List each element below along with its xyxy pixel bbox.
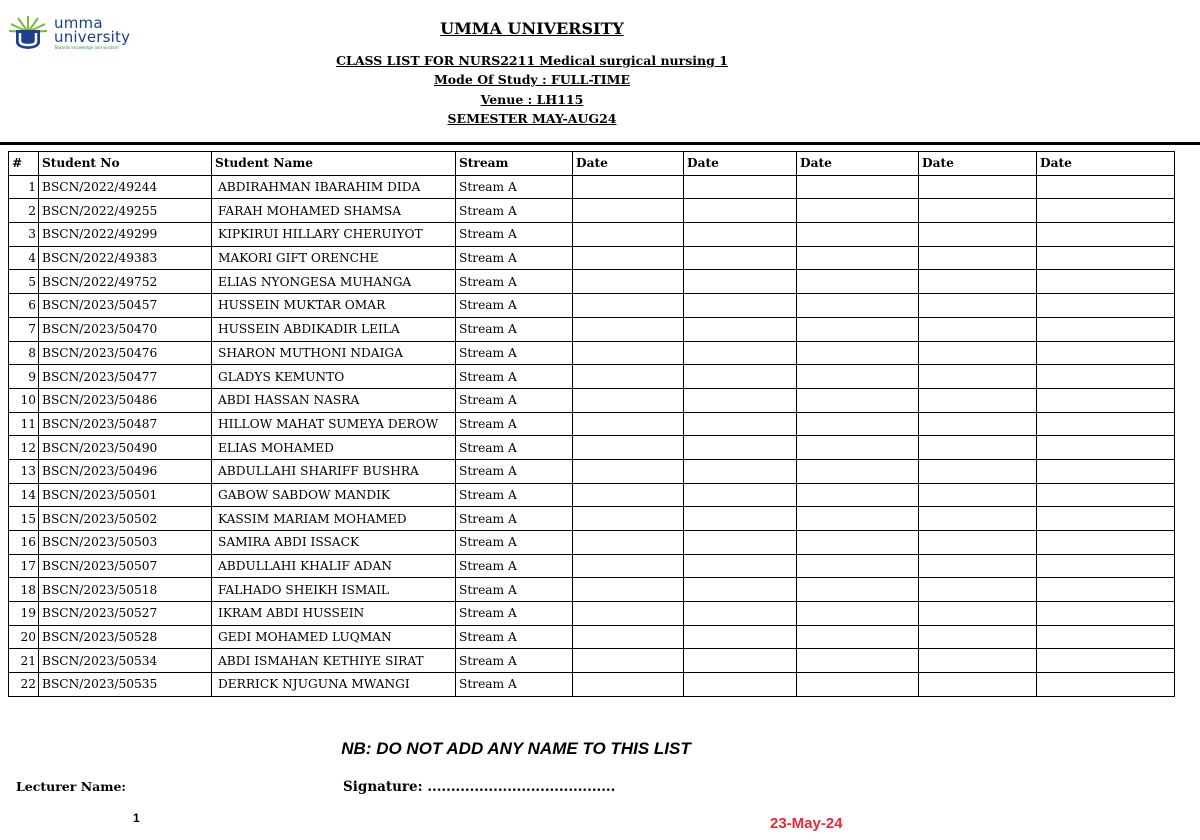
attendance-date-cell[interactable]	[573, 625, 684, 649]
row-number: 9	[9, 365, 39, 389]
stream: Stream A	[456, 412, 573, 436]
attendance-date-cell[interactable]	[684, 602, 797, 626]
row-number: 2	[9, 199, 39, 223]
attendance-date-cell[interactable]	[919, 578, 1037, 602]
student-number: BSCN/2023/50528	[39, 625, 212, 649]
attendance-date-cell[interactable]	[684, 270, 797, 294]
attendance-date-cell[interactable]	[1037, 554, 1175, 578]
student-number: BSCN/2023/50476	[39, 341, 212, 365]
attendance-date-cell[interactable]	[684, 223, 797, 247]
attendance-date-cell[interactable]	[573, 388, 684, 412]
stream: Stream A	[456, 175, 573, 199]
attendance-date-cell[interactable]	[797, 412, 919, 436]
student-name: DERRICK NJUGUNA MWANGI	[212, 673, 456, 697]
attendance-date-cell[interactable]	[573, 365, 684, 389]
row-number: 12	[9, 436, 39, 460]
attendance-date-cell[interactable]	[573, 483, 684, 507]
table-row	[9, 388, 1175, 412]
row-number: 11	[9, 412, 39, 436]
attendance-date-cell[interactable]	[573, 223, 684, 247]
student-name: HUSSEIN ABDIKADIR LEILA	[212, 317, 456, 341]
table-row	[9, 270, 1175, 294]
stream: Stream A	[456, 199, 573, 223]
attendance-date-cell[interactable]	[1037, 294, 1175, 318]
date-column-header: Date	[919, 152, 1037, 176]
column-header: #	[9, 152, 39, 176]
attendance-date-cell[interactable]	[797, 223, 919, 247]
attendance-date-cell[interactable]	[919, 602, 1037, 626]
attendance-date-cell[interactable]	[797, 436, 919, 460]
table-row	[9, 554, 1175, 578]
student-number: BSCN/2023/50502	[39, 507, 212, 531]
attendance-date-cell[interactable]	[797, 199, 919, 223]
student-number: BSCN/2023/50487	[39, 412, 212, 436]
attendance-date-cell[interactable]	[684, 578, 797, 602]
university-title: UMMA UNIVERSITY	[440, 19, 624, 38]
student-number: BSCN/2022/49752	[39, 270, 212, 294]
row-number: 13	[9, 459, 39, 483]
table-row	[9, 483, 1175, 507]
date-column-header: Date	[797, 152, 919, 176]
attendance-date-cell[interactable]	[919, 412, 1037, 436]
lecturer-name-label: Lecturer Name:	[16, 779, 127, 794]
student-name: KIPKIRUI HILLARY CHERUIYOT	[212, 223, 456, 247]
attendance-date-cell[interactable]	[919, 317, 1037, 341]
attendance-date-cell[interactable]	[684, 459, 797, 483]
semester: SEMESTER MAY-AUG24	[447, 111, 617, 126]
student-number: BSCN/2022/49299	[39, 223, 212, 247]
attendance-date-cell[interactable]	[919, 223, 1037, 247]
stream: Stream A	[456, 602, 573, 626]
attendance-date-cell[interactable]	[1037, 673, 1175, 697]
stream: Stream A	[456, 223, 573, 247]
row-number: 8	[9, 341, 39, 365]
table-row	[9, 602, 1175, 626]
student-name: HUSSEIN MUKTAR OMAR	[212, 294, 456, 318]
table-header-row	[9, 152, 1175, 176]
attendance-date-cell[interactable]	[1037, 317, 1175, 341]
row-number: 1	[9, 175, 39, 199]
student-name: HILLOW MAHAT SUMEYA DEROW	[212, 412, 456, 436]
student-name: IKRAM ABDI HUSSEIN	[212, 602, 456, 626]
attendance-date-cell[interactable]	[573, 554, 684, 578]
stream: Stream A	[456, 294, 573, 318]
row-number: 3	[9, 223, 39, 247]
table-row	[9, 507, 1175, 531]
attendance-date-cell[interactable]	[1037, 270, 1175, 294]
attendance-date-cell[interactable]	[919, 673, 1037, 697]
attendance-date-cell[interactable]	[919, 554, 1037, 578]
attendance-date-cell[interactable]	[919, 341, 1037, 365]
attendance-date-cell[interactable]	[797, 317, 919, 341]
attendance-date-cell[interactable]	[1037, 625, 1175, 649]
student-number: BSCN/2023/50486	[39, 388, 212, 412]
student-number: BSCN/2023/50496	[39, 459, 212, 483]
stream: Stream A	[456, 625, 573, 649]
attendance-date-cell[interactable]	[919, 246, 1037, 270]
attendance-date-cell[interactable]	[919, 388, 1037, 412]
attendance-date-cell[interactable]	[684, 649, 797, 673]
attendance-date-cell[interactable]	[797, 483, 919, 507]
attendance-date-cell[interactable]	[684, 507, 797, 531]
student-number: BSCN/2022/49255	[39, 199, 212, 223]
attendance-date-cell[interactable]	[919, 459, 1037, 483]
student-name: ABDI ISMAHAN KETHIYE SIRAT	[212, 649, 456, 673]
attendance-date-cell[interactable]	[797, 507, 919, 531]
class-list-title: CLASS LIST FOR NURS2211 Medical surgical nursing 1	[336, 53, 728, 68]
attendance-date-cell[interactable]	[573, 649, 684, 673]
attendance-date-cell[interactable]	[684, 554, 797, 578]
attendance-date-cell[interactable]	[1037, 483, 1175, 507]
attendance-date-cell[interactable]	[1037, 602, 1175, 626]
class-list-table	[8, 151, 1175, 697]
attendance-date-cell[interactable]	[1037, 649, 1175, 673]
attendance-date-cell[interactable]	[797, 459, 919, 483]
student-name: ABDULLAHI SHARIFF BUSHRA	[212, 459, 456, 483]
table-row	[9, 175, 1175, 199]
signature-label: Signature: ........................................	[343, 779, 616, 795]
student-number: BSCN/2023/50457	[39, 294, 212, 318]
stream: Stream A	[456, 388, 573, 412]
attendance-date-cell[interactable]	[573, 602, 684, 626]
stream: Stream A	[456, 531, 573, 555]
table-row	[9, 578, 1175, 602]
attendance-date-cell[interactable]	[797, 578, 919, 602]
attendance-date-cell[interactable]	[919, 531, 1037, 555]
row-number: 15	[9, 507, 39, 531]
table-body	[9, 175, 1175, 696]
stream: Stream A	[456, 270, 573, 294]
row-number: 16	[9, 531, 39, 555]
attendance-date-cell[interactable]	[573, 673, 684, 697]
attendance-date-cell[interactable]	[684, 317, 797, 341]
row-number: 21	[9, 649, 39, 673]
attendance-date-cell[interactable]	[919, 270, 1037, 294]
attendance-date-cell[interactable]	[1037, 175, 1175, 199]
student-name: ABDI HASSAN NASRA	[212, 388, 456, 412]
stream: Stream A	[456, 246, 573, 270]
attendance-date-cell[interactable]	[684, 175, 797, 199]
attendance-date-cell[interactable]	[919, 507, 1037, 531]
attendance-date-cell[interactable]	[919, 175, 1037, 199]
header-divider	[0, 142, 1200, 145]
attendance-date-cell[interactable]	[797, 625, 919, 649]
attendance-date-cell[interactable]	[797, 365, 919, 389]
student-number: BSCN/2023/50490	[39, 436, 212, 460]
row-number: 6	[9, 294, 39, 318]
attendance-date-cell[interactable]	[573, 175, 684, 199]
student-number: BSCN/2023/50477	[39, 365, 212, 389]
attendance-date-cell[interactable]	[1037, 246, 1175, 270]
attendance-date-cell[interactable]	[919, 649, 1037, 673]
student-name: FALHADO SHEIKH ISMAIL	[212, 578, 456, 602]
row-number: 4	[9, 246, 39, 270]
student-name: KASSIM MARIAM MOHAMED	[212, 507, 456, 531]
attendance-date-cell[interactable]	[797, 388, 919, 412]
attendance-date-cell[interactable]	[797, 175, 919, 199]
logo-name-line2: university	[54, 28, 131, 46]
stream: Stream A	[456, 483, 573, 507]
attendance-date-cell[interactable]	[797, 341, 919, 365]
date-column-header: Date	[684, 152, 797, 176]
stream: Stream A	[456, 673, 573, 697]
table-row	[9, 223, 1175, 247]
student-name: MAKORI GIFT ORENCHE	[212, 246, 456, 270]
row-number: 7	[9, 317, 39, 341]
table-row	[9, 412, 1175, 436]
column-header: Student No	[39, 152, 212, 176]
attendance-date-cell[interactable]	[919, 436, 1037, 460]
attendance-date-cell[interactable]	[684, 673, 797, 697]
attendance-date-cell[interactable]	[919, 294, 1037, 318]
attendance-date-cell[interactable]	[1037, 531, 1175, 555]
print-date: 23-May-24	[770, 815, 843, 832]
student-number: BSCN/2022/49383	[39, 246, 212, 270]
student-number: BSCN/2023/50503	[39, 531, 212, 555]
student-name: SAMIRA ABDI ISSACK	[212, 531, 456, 555]
attendance-date-cell[interactable]	[684, 625, 797, 649]
stream: Stream A	[456, 317, 573, 341]
stream: Stream A	[456, 578, 573, 602]
attendance-date-cell[interactable]	[1037, 341, 1175, 365]
row-number: 5	[9, 270, 39, 294]
attendance-date-cell[interactable]	[684, 388, 797, 412]
row-number: 19	[9, 602, 39, 626]
nb-notice: NB: DO NOT ADD ANY NAME TO THIS LIST	[341, 739, 691, 758]
table-row	[9, 246, 1175, 270]
table-row	[9, 673, 1175, 697]
attendance-date-cell[interactable]	[573, 270, 684, 294]
attendance-date-cell[interactable]	[797, 531, 919, 555]
attendance-date-cell[interactable]	[919, 365, 1037, 389]
table-row	[9, 531, 1175, 555]
venue: Venue : LH115	[480, 92, 584, 107]
attendance-date-cell[interactable]	[573, 436, 684, 460]
attendance-date-cell[interactable]	[797, 294, 919, 318]
attendance-date-cell[interactable]	[573, 246, 684, 270]
student-name: ELIAS MOHAMED	[212, 436, 456, 460]
attendance-date-cell[interactable]	[684, 412, 797, 436]
stream: Stream A	[456, 341, 573, 365]
student-name: ELIAS NYONGESA MUHANGA	[212, 270, 456, 294]
attendance-date-cell[interactable]	[1037, 223, 1175, 247]
table-row	[9, 459, 1175, 483]
student-number: BSCN/2022/49244	[39, 175, 212, 199]
attendance-date-cell[interactable]	[919, 483, 1037, 507]
student-number: BSCN/2023/50518	[39, 578, 212, 602]
attendance-date-cell[interactable]	[1037, 436, 1175, 460]
student-name: GABOW SABDOW MANDIK	[212, 483, 456, 507]
attendance-date-cell[interactable]	[684, 199, 797, 223]
stream: Stream A	[456, 365, 573, 389]
student-name: ABDULLAHI KHALIF ADAN	[212, 554, 456, 578]
student-number: BSCN/2023/50501	[39, 483, 212, 507]
stream: Stream A	[456, 459, 573, 483]
table-row	[9, 365, 1175, 389]
student-number: BSCN/2023/50527	[39, 602, 212, 626]
attendance-date-cell[interactable]	[573, 578, 684, 602]
attendance-date-cell[interactable]	[573, 459, 684, 483]
attendance-date-cell[interactable]	[797, 649, 919, 673]
table-row	[9, 317, 1175, 341]
attendance-date-cell[interactable]	[573, 531, 684, 555]
attendance-date-cell[interactable]	[797, 246, 919, 270]
row-number: 17	[9, 554, 39, 578]
student-name: SHARON MUTHONI NDAIGA	[212, 341, 456, 365]
page-number: 1	[133, 811, 140, 825]
row-number: 20	[9, 625, 39, 649]
mode-of-study: Mode Of Study : FULL-TIME	[433, 72, 631, 87]
student-number: BSCN/2023/50470	[39, 317, 212, 341]
table-row	[9, 341, 1175, 365]
attendance-date-cell[interactable]	[573, 412, 684, 436]
table-row	[9, 625, 1175, 649]
row-number: 14	[9, 483, 39, 507]
stream: Stream A	[456, 436, 573, 460]
attendance-date-cell[interactable]	[919, 199, 1037, 223]
row-number: 22	[9, 673, 39, 697]
student-name: GEDI MOHAMED LUQMAN	[212, 625, 456, 649]
attendance-date-cell[interactable]	[1037, 507, 1175, 531]
table-row	[9, 199, 1175, 223]
attendance-date-cell[interactable]	[797, 270, 919, 294]
row-number: 10	[9, 388, 39, 412]
table-row	[9, 649, 1175, 673]
logo-name-line1: umma	[54, 14, 103, 32]
attendance-date-cell[interactable]	[684, 365, 797, 389]
attendance-date-cell[interactable]	[797, 602, 919, 626]
table-row	[9, 294, 1175, 318]
stream: Stream A	[456, 507, 573, 531]
attendance-date-cell[interactable]	[1037, 412, 1175, 436]
attendance-date-cell[interactable]	[573, 507, 684, 531]
stream: Stream A	[456, 554, 573, 578]
attendance-date-cell[interactable]	[797, 554, 919, 578]
date-column-header: Date	[573, 152, 684, 176]
attendance-date-cell[interactable]	[919, 625, 1037, 649]
attendance-date-cell[interactable]	[684, 294, 797, 318]
attendance-date-cell[interactable]	[684, 246, 797, 270]
column-header: Stream	[456, 152, 573, 176]
attendance-date-cell[interactable]	[573, 294, 684, 318]
attendance-date-cell[interactable]	[684, 483, 797, 507]
attendance-date-cell[interactable]	[573, 199, 684, 223]
row-number: 18	[9, 578, 39, 602]
student-number: BSCN/2023/50507	[39, 554, 212, 578]
stream: Stream A	[456, 649, 573, 673]
student-number: BSCN/2023/50534	[39, 649, 212, 673]
attendance-date-cell[interactable]	[1037, 365, 1175, 389]
logo-tagline: Towards knowledge and wisdom	[54, 45, 119, 50]
attendance-date-cell[interactable]	[797, 673, 919, 697]
student-name: FARAH MOHAMED SHAMSA	[212, 199, 456, 223]
attendance-date-cell[interactable]	[684, 436, 797, 460]
attendance-date-cell[interactable]	[684, 531, 797, 555]
attendance-date-cell[interactable]	[1037, 199, 1175, 223]
attendance-date-cell[interactable]	[1037, 578, 1175, 602]
student-name: GLADYS KEMUNTO	[212, 365, 456, 389]
date-column-header: Date	[1037, 152, 1175, 176]
student-number: BSCN/2023/50535	[39, 673, 212, 697]
attendance-date-cell[interactable]	[1037, 459, 1175, 483]
attendance-date-cell[interactable]	[573, 341, 684, 365]
attendance-date-cell[interactable]	[573, 317, 684, 341]
student-name: ABDIRAHMAN IBARAHIM DIDA	[212, 175, 456, 199]
attendance-date-cell[interactable]	[1037, 388, 1175, 412]
attendance-date-cell[interactable]	[684, 341, 797, 365]
column-header: Student Name	[212, 152, 456, 176]
table-row	[9, 436, 1175, 460]
